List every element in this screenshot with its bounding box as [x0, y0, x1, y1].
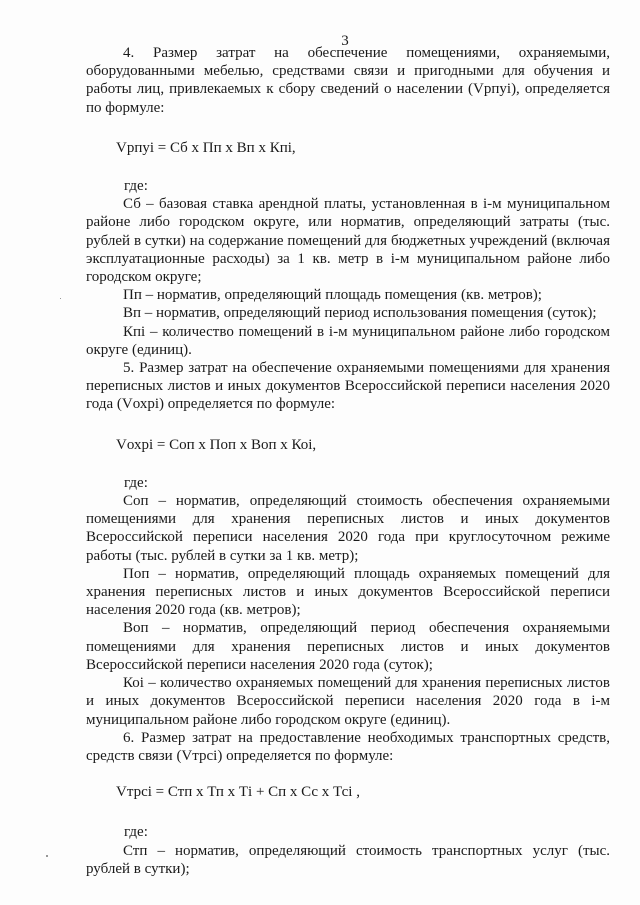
definition-vp: Вп – норматив, определяющий период использования помещения (суток); — [123, 305, 597, 322]
definition-vop: Воп – норматив, определяющий период обеспечения охраняемыми помещениями для хранения переписных листов и иных документов Всероссийской переписи населения 2020 года (суток); — [86, 620, 610, 673]
definition-kpi: Кпi – количество помещений в i-м муниципальном районе либо городском округе (единиц). — [86, 323, 610, 358]
definition-sb: Сб – базовая ставка арендной платы, установленная в i-м муниципальном районе либо городском округе, или норматив, определяющий затраты (тыс. рублей в сутки) на содержание помещений для бюджетных учреждений (включая эксплуатационные расходы) за 1 кв. метр в i-м муниципальном районе либо городском округе; — [86, 196, 610, 286]
scan-speck — [46, 855, 48, 857]
definition-sop: Соп – норматив, определяющий стоимость обеспечения охраняемыми помещениями для хранения переписных листов и иных документов Всероссийской переписи населения 2020 года при круглосуточном режиме работы (тыс. рублей в сутки за 1 кв. метр); — [86, 493, 610, 564]
definition-pp: Пп – норматив, определяющий площадь помещения (кв. метров); — [123, 287, 542, 304]
definition-stp: Стп – норматив, определяющий стоимость транспортных услуг (тыс. рублей в сутки); — [86, 842, 610, 877]
scan-speck — [60, 298, 61, 299]
where-label: где: — [124, 178, 148, 195]
formula-vrpui: Vрпуi = Сб x Пп x Вп x Кпi, — [116, 139, 296, 156]
where-label: где: — [124, 824, 148, 841]
formula-voxri: Vохрi = Соп x Поп x Воп x Коi, — [116, 436, 317, 453]
document-body — [86, 44, 610, 878]
page-number: 3 — [341, 33, 349, 49]
where-label: где: — [124, 474, 148, 491]
paragraph-item-4: 4. Размер затрат на обеспечение помещениями, охраняемыми, оборудованными мебелью, средствами связи и пригодными для обучения и работы лиц, привлекаемых к сбору сведений о населении (Vрпуi), определяется по формуле: — [86, 45, 610, 116]
paragraph-item-5: 5. Размер затрат на обеспечение охраняемыми помещениями для хранения переписных листов и иных документов Всероссийской переписи населения 2020 года (Vохрi) определяется по формуле: — [86, 360, 610, 413]
definition-koi: Коi – количество охраняемых помещений для хранения переписных листов и иных документов Всероссийской переписи населения 2020 года в i-м муниципальном районе либо городском округе (единиц). — [86, 675, 610, 728]
formula-vtrsi: Vтрсi = Стп x Тп x Тi + Сп x Сс x Тсi , — [116, 784, 360, 801]
paragraph-item-6: 6. Размер затрат на предоставление необходимых транспортных средств, средств связи (Vтрсi) определяется по формуле: — [86, 729, 610, 764]
definition-pop: Поп – норматив, определяющий площадь охраняемых помещений для хранения переписных листов и иных документов Всероссийской переписи населения 2020 года (кв. метров); — [86, 565, 610, 619]
